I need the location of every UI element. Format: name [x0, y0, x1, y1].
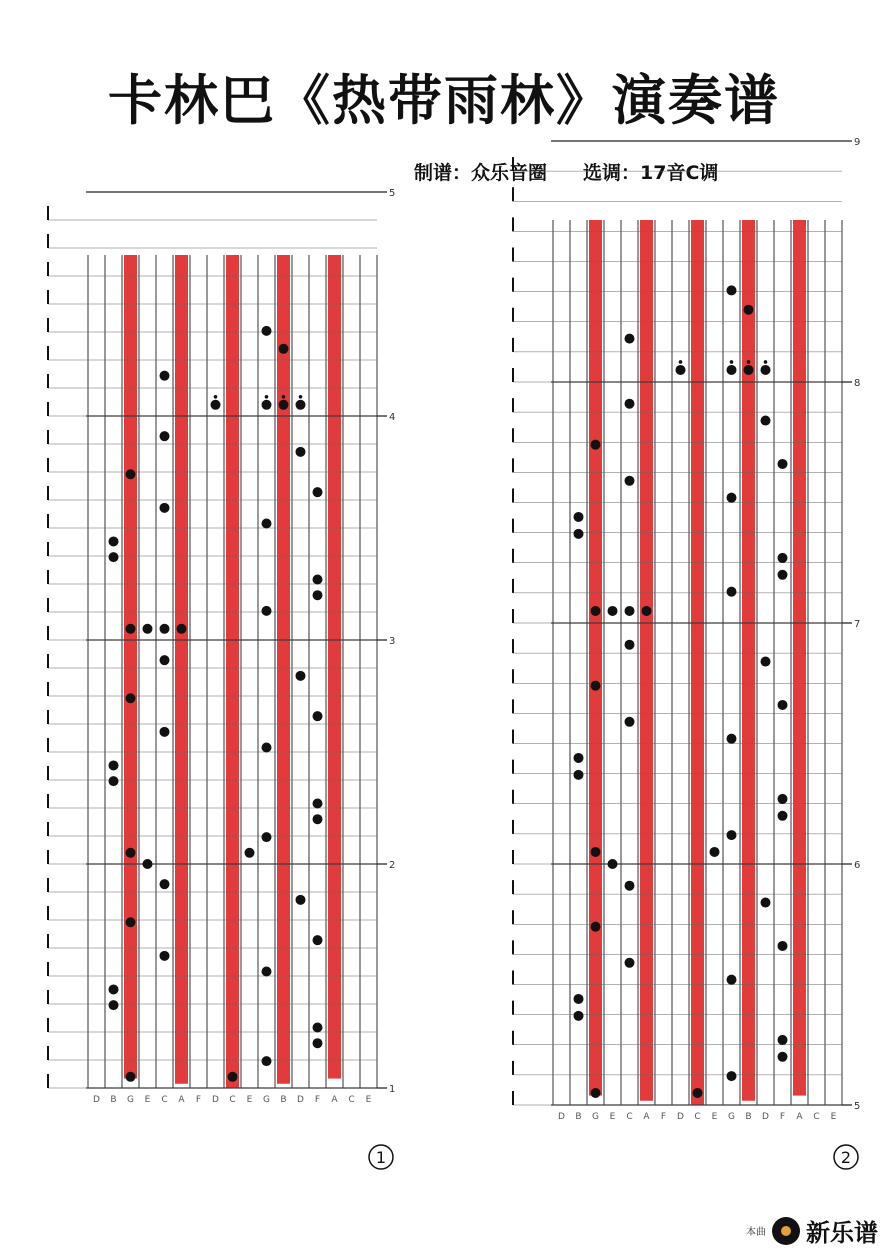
key-letter: C — [348, 1095, 355, 1105]
measure-number: 4 — [389, 412, 396, 423]
note-dot — [574, 753, 584, 763]
note-dot — [160, 951, 170, 961]
key-letter: E — [711, 1112, 718, 1122]
key-label: 选调：17音C调 — [583, 162, 719, 184]
key-letter: D — [558, 1112, 565, 1122]
key-letter: F — [314, 1095, 321, 1105]
note-dot — [625, 606, 635, 616]
note-dot — [574, 512, 584, 522]
red-tine — [793, 220, 806, 1096]
key-letter: B — [280, 1095, 287, 1105]
measure-number: 2 — [389, 860, 396, 871]
key-letter: D — [762, 1112, 769, 1122]
note-dot — [642, 606, 652, 616]
note-dot — [693, 1088, 703, 1098]
red-tine — [691, 220, 704, 1105]
note-dot — [109, 760, 119, 770]
note-dot — [126, 917, 136, 927]
key-letter: A — [178, 1095, 185, 1105]
note-dot — [625, 881, 635, 891]
red-tine — [226, 255, 239, 1088]
panel-label: 2 — [840, 1148, 852, 1167]
note-dot — [625, 958, 635, 968]
octave-dot — [299, 395, 303, 399]
key-letter: A — [643, 1112, 650, 1122]
note-dot — [126, 624, 136, 634]
note-dot — [143, 624, 153, 634]
note-dot — [625, 399, 635, 409]
note-dot — [245, 848, 255, 858]
measure-number: 6 — [854, 860, 861, 871]
key-letter: E — [365, 1095, 372, 1105]
key-letter: G — [127, 1095, 134, 1105]
note-dot — [625, 334, 635, 344]
note-dot — [143, 859, 153, 869]
red-tine — [175, 255, 188, 1084]
note-dot — [574, 1011, 584, 1021]
note-dot — [727, 365, 737, 375]
note-dot — [727, 975, 737, 985]
note-dot — [710, 847, 720, 857]
note-dot — [574, 994, 584, 1004]
note-dot — [625, 476, 635, 486]
note-dot — [160, 727, 170, 737]
key-letter: B — [575, 1112, 582, 1122]
note-dot — [296, 895, 306, 905]
octave-dot — [747, 360, 751, 364]
note-dot — [625, 717, 635, 727]
key-letter: C — [161, 1095, 168, 1105]
note-dot — [177, 624, 187, 634]
note-dot — [313, 814, 323, 824]
key-letter: A — [331, 1095, 338, 1105]
note-dot — [109, 776, 119, 786]
note-dot — [761, 416, 771, 426]
note-dot — [727, 830, 737, 840]
key-letter: B — [745, 1112, 752, 1122]
octave-dot — [214, 395, 218, 399]
note-dot — [727, 587, 737, 597]
note-dot — [109, 984, 119, 994]
note-dot — [744, 305, 754, 315]
octave-dot — [764, 360, 768, 364]
note-dot — [109, 552, 119, 562]
key-letter: G — [592, 1112, 599, 1122]
key-letter: B — [110, 1095, 117, 1105]
panel-label: 1 — [375, 1148, 387, 1167]
measure-number: 7 — [854, 619, 861, 630]
note-dot — [625, 640, 635, 650]
measure-number: 9 — [854, 137, 861, 148]
note-dot — [296, 400, 306, 410]
note-dot — [262, 326, 272, 336]
note-dot — [262, 519, 272, 529]
key-letter: D — [677, 1112, 684, 1122]
note-dot — [591, 922, 601, 932]
arranger-label: 制谱：众乐音圈 — [414, 162, 548, 184]
note-dot — [778, 794, 788, 804]
note-dot — [778, 700, 788, 710]
key-letter: E — [144, 1095, 151, 1105]
note-dot — [313, 935, 323, 945]
footer-note: 本曲 — [746, 1227, 766, 1238]
note-dot — [279, 344, 289, 354]
note-dot — [279, 400, 289, 410]
key-letter: D — [93, 1095, 100, 1105]
red-tine — [277, 255, 290, 1084]
note-dot — [761, 898, 771, 908]
note-dot — [727, 734, 737, 744]
measure-number: 5 — [389, 188, 396, 199]
note-dot — [160, 624, 170, 634]
brand-logo-icon — [772, 1217, 800, 1245]
note-dot — [313, 1023, 323, 1033]
note-dot — [262, 1056, 272, 1066]
note-dot — [160, 879, 170, 889]
note-dot — [591, 1088, 601, 1098]
note-dot — [778, 1035, 788, 1045]
red-tine — [124, 255, 137, 1079]
note-dot — [160, 503, 170, 513]
note-dot — [296, 447, 306, 457]
note-dot — [262, 967, 272, 977]
note-dot — [313, 711, 323, 721]
note-dot — [778, 553, 788, 563]
note-dot — [262, 743, 272, 753]
note-dot — [761, 657, 771, 667]
note-dot — [160, 431, 170, 441]
measure-number: 8 — [854, 378, 861, 389]
key-letter: F — [660, 1112, 667, 1122]
note-dot — [313, 590, 323, 600]
note-dot — [313, 1038, 323, 1048]
note-dot — [126, 848, 136, 858]
note-dot — [591, 847, 601, 857]
octave-dot — [282, 395, 286, 399]
note-dot — [591, 681, 601, 691]
note-dot — [109, 536, 119, 546]
octave-dot — [679, 360, 683, 364]
measure-number: 1 — [389, 1084, 396, 1095]
note-dot — [313, 575, 323, 585]
note-dot — [160, 371, 170, 381]
key-letter: C — [694, 1112, 701, 1122]
measure-number: 3 — [389, 636, 396, 647]
key-letter: C — [626, 1112, 633, 1122]
note-dot — [160, 655, 170, 665]
note-dot — [109, 1000, 119, 1010]
note-dot — [126, 1072, 136, 1082]
note-dot — [744, 365, 754, 375]
key-letter: G — [263, 1095, 270, 1105]
note-dot — [296, 671, 306, 681]
note-dot — [574, 529, 584, 539]
key-letter: F — [195, 1095, 202, 1105]
note-dot — [574, 770, 584, 780]
note-dot — [262, 400, 272, 410]
note-dot — [608, 859, 618, 869]
page-title: 卡林巴《热带雨林》演奏谱 — [108, 69, 780, 132]
note-dot — [126, 693, 136, 703]
octave-dot — [265, 395, 269, 399]
note-dot — [778, 570, 788, 580]
key-letter: D — [297, 1095, 304, 1105]
note-dot — [761, 365, 771, 375]
note-dot — [778, 941, 788, 951]
footer-brand — [746, 1213, 878, 1248]
red-tine — [589, 220, 602, 1096]
key-letter: A — [796, 1112, 803, 1122]
octave-dot — [730, 360, 734, 364]
note-dot — [727, 1071, 737, 1081]
note-dot — [727, 285, 737, 295]
key-letter: D — [212, 1095, 219, 1105]
note-dot — [591, 440, 601, 450]
key-letter: F — [779, 1112, 786, 1122]
red-tine — [328, 255, 341, 1079]
note-dot — [211, 400, 221, 410]
key-letter: C — [229, 1095, 236, 1105]
note-dot — [228, 1072, 238, 1082]
note-dot — [262, 606, 272, 616]
key-letter: G — [728, 1112, 735, 1122]
note-dot — [313, 487, 323, 497]
key-letter: E — [830, 1112, 837, 1122]
note-dot — [126, 469, 136, 479]
key-letter: E — [246, 1095, 253, 1105]
note-dot — [591, 606, 601, 616]
key-letter: C — [813, 1112, 820, 1122]
note-dot — [778, 459, 788, 469]
note-dot — [262, 832, 272, 842]
note-dot — [778, 1052, 788, 1062]
note-dot — [313, 799, 323, 809]
measure-number: 5 — [854, 1101, 861, 1112]
footer-brand-name: 新乐谱 — [806, 1219, 878, 1247]
note-dot — [676, 365, 686, 375]
note-dot — [608, 606, 618, 616]
note-dot — [778, 811, 788, 821]
key-letter: E — [609, 1112, 616, 1122]
note-dot — [727, 493, 737, 503]
